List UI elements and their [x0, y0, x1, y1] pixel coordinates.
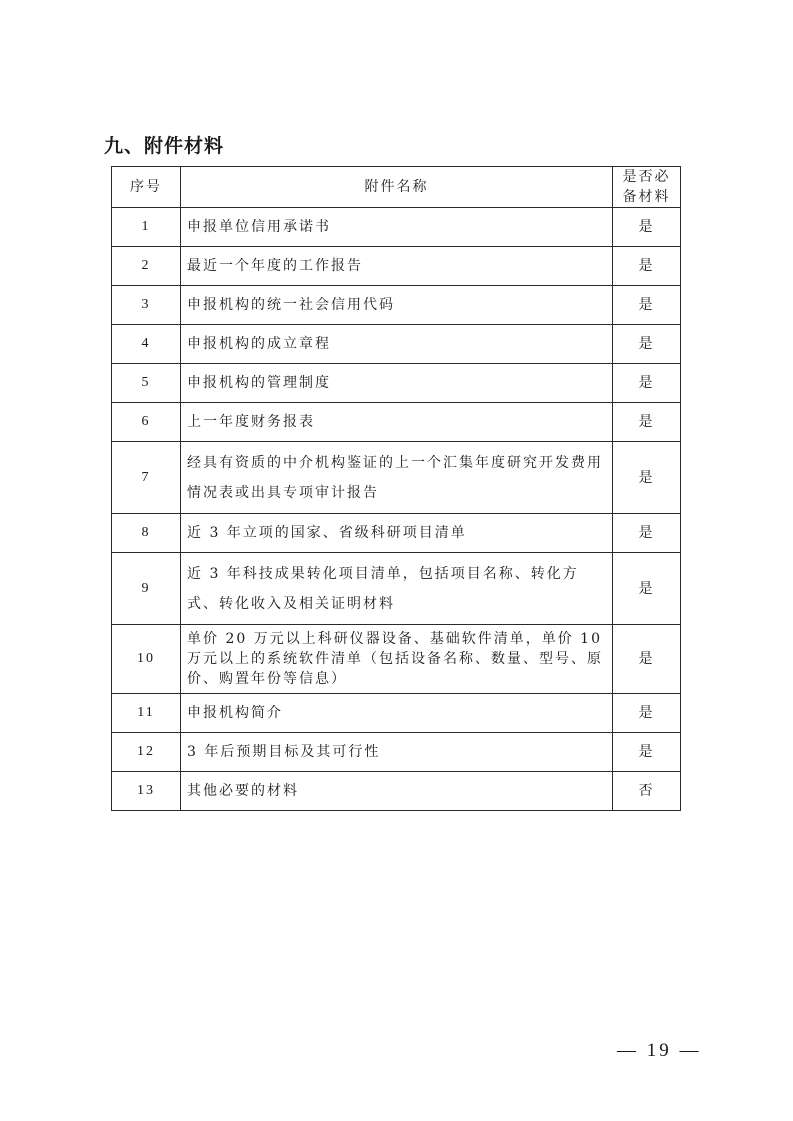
- table-row: [112, 772, 681, 811]
- row-number: 4: [112, 325, 181, 364]
- row-number: 8: [112, 514, 181, 553]
- attachment-name: 近 3 年立项的国家、省级科研项目清单: [181, 514, 613, 553]
- table-header-row: [112, 167, 681, 208]
- header-required: [613, 167, 681, 208]
- attachment-name: 单价 20 万元以上科研仪器设备、基础软件清单，单价 10 万元以上的系统软件清单（包括设备名称、数量、型号、原价、购置年份等信息）: [181, 625, 613, 694]
- attachment-name: 申报机构的成立章程: [181, 325, 613, 364]
- required-flag: 是: [613, 208, 681, 247]
- attachment-name: 申报单位信用承诺书: [181, 208, 613, 247]
- row-number: 10: [112, 625, 181, 694]
- row-number: 3: [112, 286, 181, 325]
- table-row: [112, 208, 681, 247]
- required-flag: 是: [613, 364, 681, 403]
- row-number: 12: [112, 733, 181, 772]
- required-flag: 是: [613, 325, 681, 364]
- row-number: 5: [112, 364, 181, 403]
- table-row: [112, 442, 681, 514]
- required-flag: 是: [613, 286, 681, 325]
- row-number: 1: [112, 208, 181, 247]
- attachment-name: 其他必要的材料: [181, 772, 613, 811]
- section-title: 九、附件材料: [104, 135, 225, 157]
- table-row: [112, 247, 681, 286]
- attachment-name: 3 年后预期目标及其可行性: [181, 733, 613, 772]
- required-flag: 是: [613, 694, 681, 733]
- row-number: 6: [112, 403, 181, 442]
- row-number: 13: [112, 772, 181, 811]
- header-number: 序号: [112, 167, 181, 208]
- header-attachment-name: 附件名称: [181, 167, 613, 208]
- required-flag: 否: [613, 772, 681, 811]
- table-row: [112, 733, 681, 772]
- row-number: 7: [112, 442, 181, 514]
- attachment-name: 最近一个年度的工作报告: [181, 247, 613, 286]
- header-required-line1: 是否必: [622, 169, 671, 185]
- row-number: 9: [112, 553, 181, 625]
- row-number: 11: [112, 694, 181, 733]
- attachment-name: 上一年度财务报表: [181, 403, 613, 442]
- table-row: [112, 553, 681, 625]
- table-row: [112, 625, 681, 694]
- attachment-name: 申报机构的统一社会信用代码: [181, 286, 613, 325]
- row-number: 2: [112, 247, 181, 286]
- page-number: — 19 —: [617, 1040, 702, 1061]
- attachments-table: [111, 166, 681, 811]
- required-flag: 是: [613, 247, 681, 286]
- required-flag: 是: [613, 553, 681, 625]
- table-row: [112, 286, 681, 325]
- table-row: [112, 514, 681, 553]
- required-flag: 是: [613, 514, 681, 553]
- attachment-name: 申报机构的管理制度: [181, 364, 613, 403]
- required-flag: 是: [613, 625, 681, 694]
- table-row: [112, 694, 681, 733]
- attachment-name: 近 3 年科技成果转化项目清单，包括项目名称、转化方式、转化收入及相关证明材料: [181, 553, 613, 625]
- required-flag: 是: [613, 442, 681, 514]
- table-row: [112, 403, 681, 442]
- required-flag: 是: [613, 403, 681, 442]
- table-row: [112, 325, 681, 364]
- attachment-name: 申报机构简介: [181, 694, 613, 733]
- header-required-line2: 备材料: [622, 189, 671, 205]
- table-row: [112, 364, 681, 403]
- attachment-name: 经具有资质的中介机构鉴证的上一个汇集年度研究开发费用情况表或出具专项审计报告: [181, 442, 613, 514]
- required-flag: 是: [613, 733, 681, 772]
